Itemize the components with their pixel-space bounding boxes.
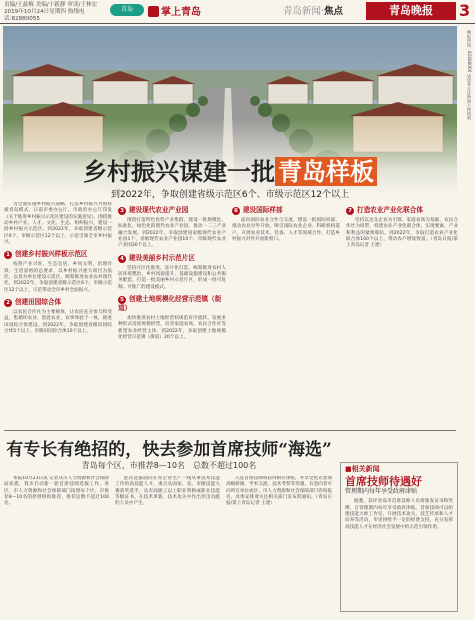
- second-article: [4, 476, 334, 618]
- article-divider: [4, 430, 456, 431]
- section-2-text: 以农民合作社为主要载体，让农民充分参与和受益，集循环农业、创意农业、农事体验于一体，推进田园综合体建设。到2022年，争取创建省级田园综合体5个以上、市级田园综合体10个以上。: [4, 310, 112, 335]
- second-column-2: [115, 476, 220, 618]
- related-news-marker: ■: [345, 465, 352, 473]
- related-news-box: [340, 462, 458, 612]
- lead-column-3: [232, 202, 340, 428]
- section-number-3: 3: [118, 207, 126, 215]
- section-title: [283, 3, 343, 17]
- lead-column-2: [118, 202, 226, 428]
- section-heading-7-text: 打造农业产业化联合体: [357, 206, 423, 214]
- lead-article: [4, 202, 460, 428]
- section-7-text: 坚持以龙头企业为引领、家庭农场为基础、农民合作社为纽带，构建农业产业化联合体，实现要素、产业和利益的紧密联结。到2022年，争取打造农业产业化联合体100个以上，带动农户增收致富。（青岛日报/掌上青岛记者 王建）: [346, 218, 458, 249]
- lead-intro: 为全面实施乡村振兴战略，打造乡村振兴齐鲁样板青岛模式，日前市委办公厅、市政府办公厅印发《关于推进乡村振兴示范区建设的实施意见》，围绕推动乡村产业、人才、文化、生态、组织振兴，建设一批乡村振兴示范区，到2022年，争取创建省级示范区6个、市级示范区12个以上，示范引领全市乡村振兴。: [4, 202, 112, 246]
- section-heading-5-text: 创建土地规模化经营示范镇（街道）: [118, 295, 222, 313]
- page-header: [0, 0, 475, 24]
- brand-logo: [148, 3, 201, 18]
- related-news-text: 据悉，获评青岛市首席技师人员将颁发证书和奖牌，在管理期内每年享受政府津贴。首席技师可以组建技能大师工作室，开展技术攻关、技艺传承和人才培养等活动，市里将给予一定的经费支持，充分发挥高技能人才在经济社会发展中的示范引领作用。: [345, 499, 453, 530]
- second-column-3: [226, 476, 332, 618]
- section-name: 焦点: [324, 6, 344, 17]
- lead-headline: [0, 152, 460, 187]
- lead-headline-main: 乡村振兴谋建一批: [83, 157, 275, 186]
- section-number-5: 5: [118, 296, 126, 304]
- second-text-3: 入选首席技师将获得相应津贴，并享受优先参加高级研修、学术交流、技术考察等待遇。有意向者可向所在单位或区、市人力资源和社会保障部门咨询报名，具体安排请关注相关部门发布的通知。（青岛日报/掌上青岛记者 王建）: [226, 476, 332, 507]
- section-number-7: 7: [346, 207, 354, 215]
- section-heading-3-text: 建设现代农业产业园: [129, 206, 189, 214]
- lead-column-1: [4, 202, 112, 428]
- section-heading-6-text: 建设国际样部: [243, 206, 283, 214]
- related-news-subtitle: 管理期内每年享受政府津贴: [345, 488, 418, 496]
- section-5-text: 加快推进农村土地经营权规范有序流转，发展多种形式适度规模经营，培育家庭农场、农民合作社等新型农业经营主体。到2022年，争取创建土地规模化经营示范镇（街道）20个以上。: [118, 316, 226, 341]
- second-text-2: 此次选拔面向在青企业生产一线从事技术技能工作的高技能人才，重点从国家、省、市级技能大赛获奖选手，具有高级工以上职业资格或职业技能等级证书，在技术革新、技术攻关中作出突出贡献的人员中产生。: [115, 476, 220, 507]
- section-heading-4-text: 建设美丽乡村示范片区: [129, 253, 195, 262]
- section-heading-1: [4, 250, 112, 259]
- header-editors: 责编/王兹梅 美编/于新静 审读/王林宏: [4, 2, 98, 8]
- related-news-title: 首席技师待遇好: [345, 475, 422, 489]
- section-number-6: 6: [232, 207, 240, 215]
- paper-name: 青岛晚报: [366, 2, 456, 20]
- section-6-text: 面向国际农业合作与交流，建设一批国际样部，推动农业对外开放。吸引国际农业企业、科研机构落户，开展农业技术、装备、人才等领域合作，打造乡村振兴对外开放新窗口。: [232, 218, 340, 243]
- header-meta: [4, 2, 104, 23]
- second-column-1: [4, 476, 109, 618]
- brand-text: 掌上青岛: [161, 7, 201, 18]
- second-text-1: 本报10月23日讯 记者从市人力资源和社会保障局获悉，我市启动新一轮首席技师选拔工作。各区、市人力资源和社会保障部门按照每个区、市推荐8—10名的原则组织推荐，推荐总数不超过100名。: [4, 476, 109, 507]
- lead-column-4: [346, 202, 458, 428]
- lead-subheadline: 到2022年，争取创建省级示范区6个、市级示范区12个以上: [110, 190, 350, 200]
- lead-headline-highlight: 青岛样板: [275, 157, 377, 186]
- related-news-label: 相关新闻: [351, 465, 380, 473]
- section-number-4: 4: [118, 255, 126, 263]
- page-number: 3: [459, 1, 471, 20]
- section-heading-3: [118, 206, 226, 215]
- section-4-text: 坚持片区化推进、连片化打造，统筹推进农村人居环境整治、乡村风貌提升、基础设施建设和公共服务配套，打造一批美丽乡村示范片区，形成一批可复制、可推广的建设模式。: [118, 265, 226, 290]
- section-heading-2-text: 创建田园综合体: [15, 298, 62, 307]
- app-badge: 青岛: [110, 4, 144, 16]
- related-news-tag: [345, 466, 453, 472]
- section-heading-2: [4, 298, 112, 307]
- section-number-2: 2: [4, 299, 12, 307]
- section-heading-6: [232, 206, 340, 215]
- section-heading-4: [118, 254, 226, 263]
- header-date: 2019年10月24日星期四 热线电话:82880055: [4, 9, 85, 22]
- section-heading-1-text: 创建乡村振兴样板示范区: [15, 250, 88, 259]
- section-heading-7: [346, 206, 458, 215]
- second-subheadline: 青岛每个区、市推荐8—10名 总数不超过100名: [81, 461, 257, 470]
- side-strip: 晚报热线：82888000 请读者关注新闻人物线索: [467, 30, 472, 120]
- section-number-1: 1: [4, 251, 12, 259]
- section-3-text: 围绕打造特色优势产业集群，建设一批规模化、标准化、绿色化的现代农业产业园，推动一二三产业融合发展。到2022年，争取创建国家级现代农业产业园1个、省级现代农业产业园10个、市级现代农业产业园30个以上。: [118, 218, 226, 249]
- section-1-text: 按照产业兴旺、生态宜居、乡风文明、治理有效、生活富裕的总要求，以乡村振兴重大项目为依托，以县为单位建设示范区，统筹推进农业农村现代化，到2022年，争取创建省级示范区6个、市级示范区12个以上，示范带动全市乡村全面振兴。: [4, 262, 112, 293]
- section-heading-5: [118, 295, 226, 313]
- second-headline: 有专长有绝招的，快去参加首席技师“海选”: [6, 440, 332, 460]
- section-prefix: 青岛新闻·: [283, 6, 325, 17]
- brand-icon: [148, 6, 159, 17]
